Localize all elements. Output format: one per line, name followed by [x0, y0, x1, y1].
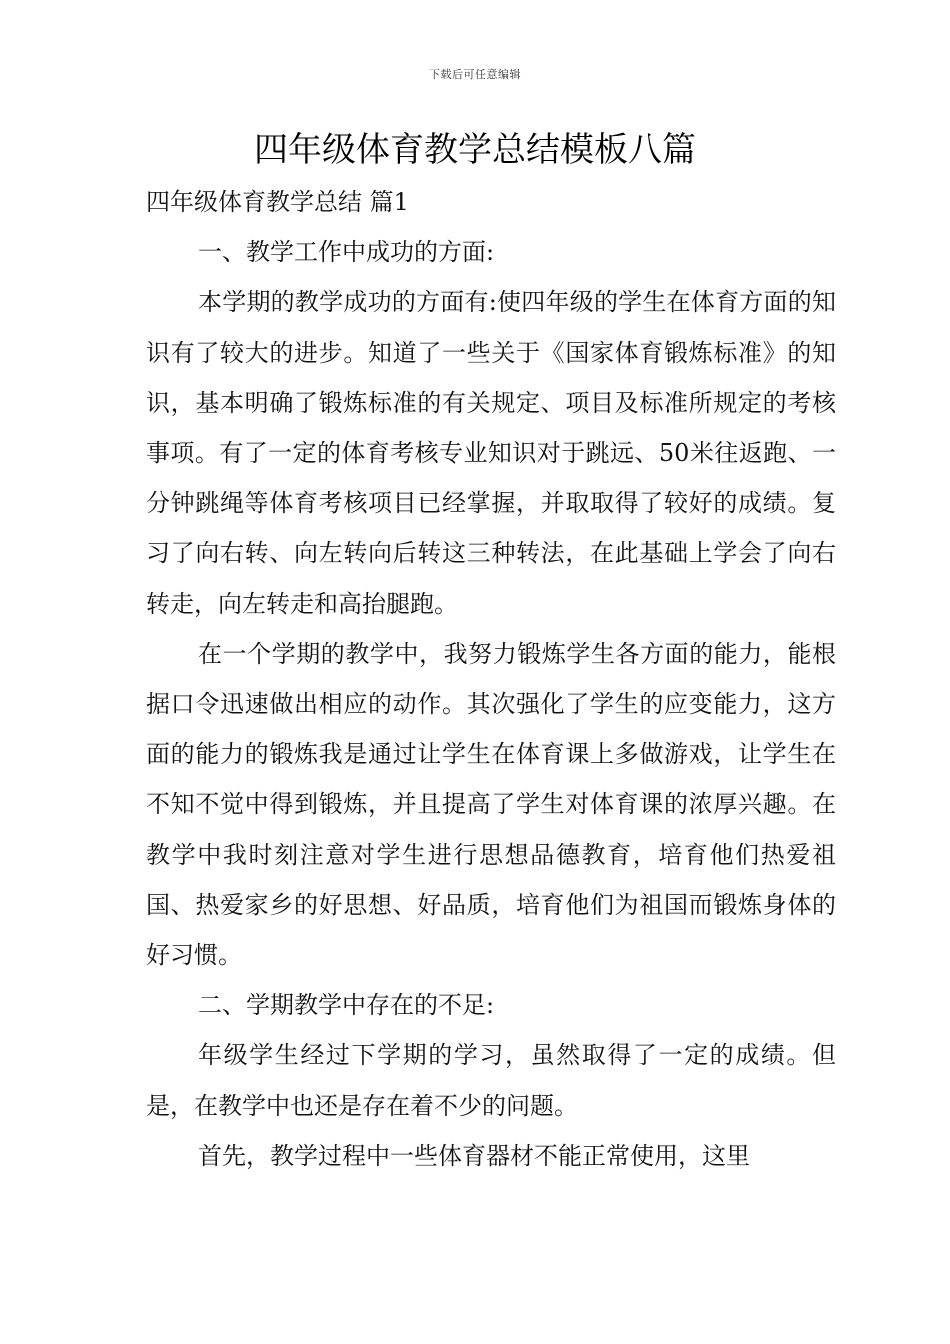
document-title: 四年级体育教学总结模板八篇 [254, 130, 696, 170]
section-heading: 四年级体育教学总结 篇1 [146, 188, 409, 216]
subheading-successes: 一、教学工作中成功的方面: [198, 238, 495, 267]
body-paragraph: 本学期的教学成功的方面有:使四年级的学生在体育方面的知识有了较大的进步。知道了一些关于《国家体育锻炼标准》的知识，基本明确了锻炼标准的有关规定、项目及标准所规定的考核事项。有了一定的体育考核专业知识对于跳远、50米往返跑、一分钟跳绳等体育考核项目已经掌握，并取取得了较好的成绩。复习了向右转、向左转向后转这三种转法，在此基础上学会了向右转走，向左转走和高抬腿跑。 [146, 288, 836, 618]
body-paragraph: 首先，教学过程中一些体育器材不能正常使用，这里 [198, 1141, 750, 1170]
document-body [146, 177, 836, 1181]
header-note: 下载后可任意编辑 [429, 68, 521, 81]
body-paragraph: 年级学生经过下学期的学习，虽然取得了一定的成绩。但是，在教学中也还是存在着不少的问题。 [146, 1041, 836, 1120]
body-paragraph: 在一个学期的教学中，我努力锻炼学生各方面的能力，能根据口令迅速做出相应的动作。其次强化了学生的应变能力，这方面的能力的锻炼我是通过让学生在体育课上多做游戏，让学生在不知不觉中得到锻炼，并且提高了学生对体育课的浓厚兴趣。在教学中我时刻注意对学生进行思想品德教育，培育他们热爱祖国、热爱家乡的好思想、好品质，培育他们为祖国而锻炼身体的好习惯。 [146, 639, 836, 970]
subheading-shortcomings: 二、学期教学中存在的不足: [198, 991, 495, 1020]
